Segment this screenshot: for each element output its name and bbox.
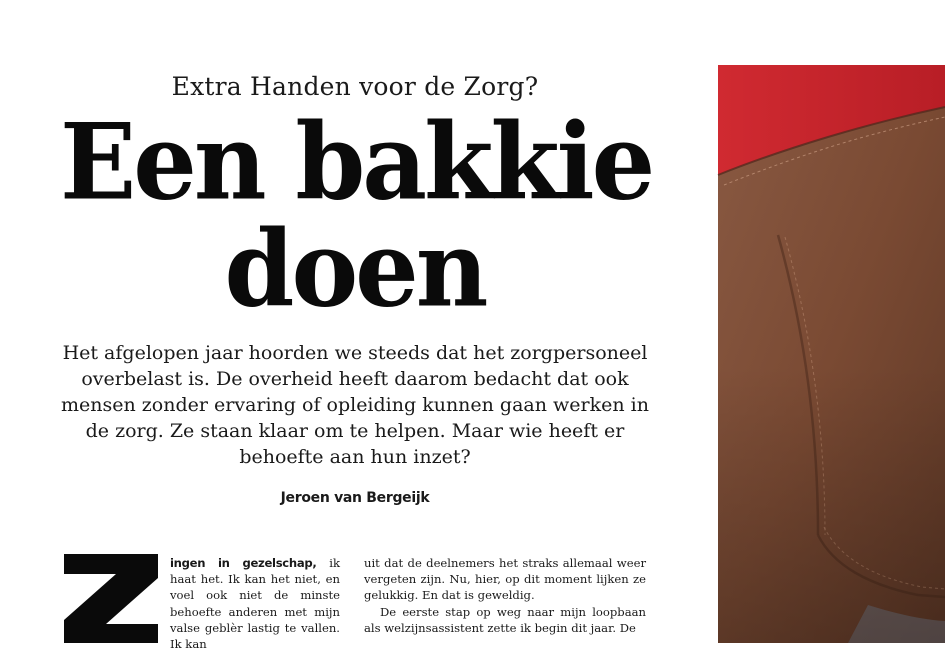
article-lead: Het afgelopen jaar hoorden we steeds dat het zorgpersoneel overbelast is. De overheid heeft daarom bedacht dat ook mensen zonder ervaring of opleiding kunnen gaan werken in de zorg. Ze staan klaar om te helpen. Maar wie heeft er behoefte aan hun inzet? xyxy=(61,342,649,468)
headline-line-1: Een bakkie xyxy=(60,99,653,224)
article-headline xyxy=(60,99,653,331)
body-col2-paragraph-1: uit dat de deelnemers het straks allemaal weer vergeten zijn. Nu, hier, op dit moment lijken ze gelukkig. En dat is geweldig. xyxy=(364,556,646,603)
body-column-2 xyxy=(364,555,646,636)
dropcap-z xyxy=(62,552,162,643)
body-col1-text: ik haat het. Ik kan het niet, en voel ook niet de minste behoefte anderen met mijn valse geblèr lastig te vallen. Ik kan xyxy=(170,556,340,652)
article-kicker: Extra Handen voor de Zorg? xyxy=(171,72,539,101)
body-column-1 xyxy=(170,555,340,652)
headline-line-2: doen xyxy=(224,206,486,331)
body-col2-paragraph-2: De eerste stap op weg naar mijn loopbaan als welzijnsassistent zette ik begin dit jaar. De xyxy=(364,604,646,635)
body-lead-in: ingen in gezelschap, xyxy=(170,556,317,570)
brown-jacket-photo xyxy=(718,65,945,643)
article-byline: Jeroen van Bergeijk xyxy=(280,490,430,506)
